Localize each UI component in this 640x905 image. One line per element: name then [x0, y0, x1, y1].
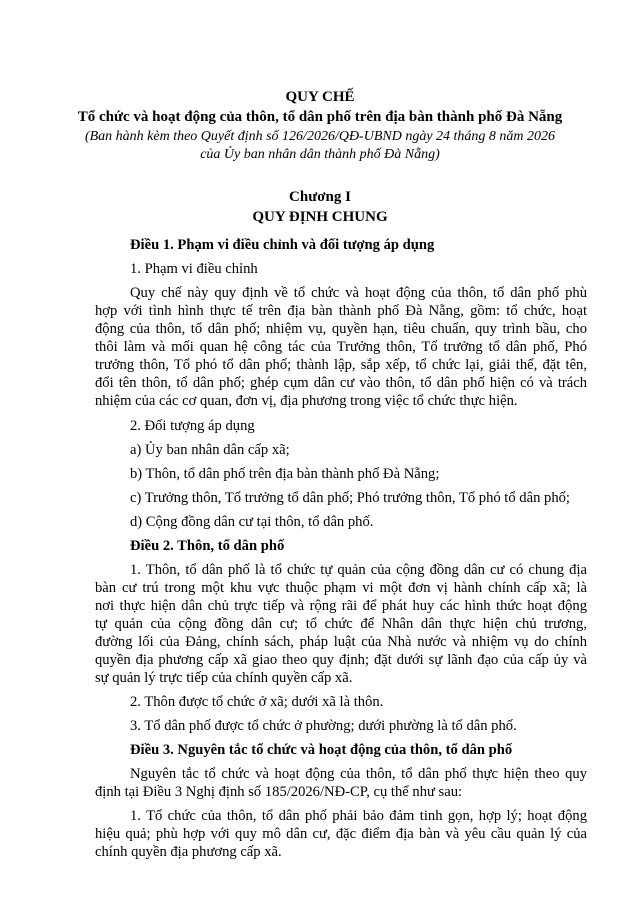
- paragraph-line: 1. Tổ chức của thôn, tổ dân phố phải bảo đảm tinh gọn, hợp lý; hoạt động: [130, 808, 587, 824]
- paragraph-line: 1. Phạm vi điều chỉnh: [130, 261, 258, 277]
- paragraph-line: hiệu quả; phù hợp với quy mô dân cư, đặc điểm địa bàn và yêu cầu quản lý của: [95, 826, 587, 842]
- article-3-heading: Điều 3. Nguyên tắc tổ chức và hoạt động của thôn, tổ dân phố: [130, 742, 513, 758]
- paragraph-line: a) Ủy ban nhân dân cấp xã;: [130, 442, 290, 458]
- paragraph-line: Quy chế này quy định về tổ chức và hoạt động của thôn, tổ dân phố phù: [130, 285, 587, 301]
- document-title: QUY CHẾ: [285, 89, 355, 105]
- paragraph-line: quyền địa phương cấp xã giao theo quy định; đặt dưới sự lãnh đạo của cấp ủy và: [95, 652, 587, 668]
- paragraph-line: 2. Đối tượng áp dụng: [130, 418, 255, 434]
- paragraph-line: 3. Tổ dân phố được tổ chức ở phường; dưới phường là tổ dân phố.: [130, 718, 517, 734]
- document-subtitle: Tổ chức và hoạt động của thôn, tổ dân phố trên địa bàn thành phố Đà Nẵng: [77, 109, 563, 125]
- paragraph-line: nơi thực hiện dân chủ trực tiếp và rộng rãi để phát huy các hình thức hoạt động: [95, 598, 587, 614]
- paragraph-line: chính quyền địa phương cấp xã.: [95, 844, 282, 860]
- paragraph-line: sự quản lý trực tiếp của chính quyền cấp xã.: [95, 670, 353, 686]
- paragraph-line: bàn cư trú trong một khu vực thuộc phạm vi một đơn vị hành chính cấp xã; là: [95, 580, 587, 596]
- paragraph-line: thôi làm và mối quan hệ công tác của Trưởng thôn, Tổ trưởng tổ dân phố, Phó: [95, 339, 587, 355]
- chapter-number: Chương I: [289, 189, 351, 205]
- article-2-heading: Điều 2. Thôn, tổ dân phố: [130, 538, 285, 554]
- paragraph-line: 1. Thôn, tổ dân phố là tổ chức tự quản của cộng đồng dân cư có chung địa: [130, 562, 587, 578]
- paragraph-line: đổi tên thôn, tổ dân phố; ghép cụm dân cư vào thôn, tổ dân phố hiện có và trách: [95, 375, 587, 391]
- paragraph-line: tự quản của cộng đồng dân cư; tổ chức để Nhân dân thực hiện chủ trương,: [95, 616, 587, 632]
- paragraph-line: nhiệm của các cơ quan, đơn vị, địa phương trong việc tổ chức thực hiện.: [95, 393, 518, 409]
- chapter-title: QUY ĐỊNH CHUNG: [252, 209, 388, 225]
- paragraph-line: trưởng thôn, Tổ phó tổ dân phố; thành lập, sắp xếp, tổ chức lại, giải thể, đặt tên,: [95, 357, 587, 373]
- paragraph-line: hợp với tình hình thực tế trên địa bàn thành phố Đà Nẵng, gồm: tổ chức, hoạt: [95, 303, 587, 319]
- paragraph-line: đường lối của Đảng, chính sách, pháp luật của Nhà nước và nhiệm vụ do chính: [95, 634, 587, 650]
- paragraph-line: c) Trưởng thôn, Tổ trưởng tổ dân phố; Phó trưởng thôn, Tổ phó tổ dân phố;: [130, 490, 570, 506]
- paragraph-line: Nguyên tắc tổ chức và hoạt động của thôn, tổ dân phố thực hiện theo quy: [130, 766, 587, 782]
- article-1-heading: Điều 1. Phạm vi điều chỉnh và đối tượng áp dụng: [130, 237, 435, 253]
- paragraph-line: 2. Thôn được tổ chức ở xã; dưới xã là thôn.: [130, 694, 384, 710]
- paragraph-line: b) Thôn, tổ dân phố trên địa bàn thành phố Đà Nẵng;: [130, 466, 440, 482]
- paragraph-line: động của thôn, tổ dân phố; nhiệm vụ, quyền hạn, tiêu chuẩn, quy trình bầu, cho: [95, 321, 587, 337]
- decree-line-2: của Ủy ban nhân dân thành phố Đà Nẵng): [200, 147, 440, 162]
- paragraph-line: d) Cộng đồng dân cư tại thôn, tổ dân phố.: [130, 514, 374, 530]
- decree-line-1: (Ban hành kèm theo Quyết định số 126/2026/QĐ-UBND ngày 24 tháng 8 năm 2026: [84, 129, 556, 144]
- paragraph-line: định tại Điều 3 Nghị định số 185/2026/NĐ-CP, cụ thể như sau:: [95, 784, 463, 800]
